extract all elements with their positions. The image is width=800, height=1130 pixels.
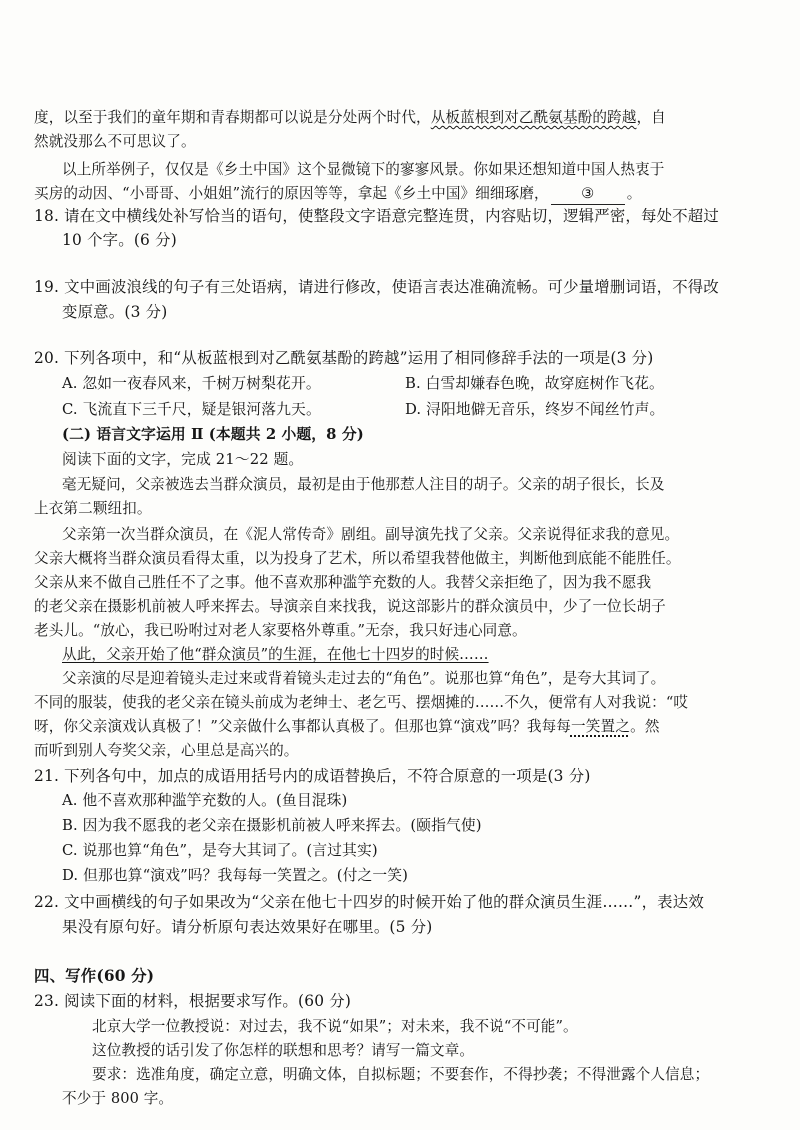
q21-option-a: A. 他不喜欢那种滥竽充数的人。(鱼目混珠) [62, 792, 348, 809]
writing-requirements: 要求：选准角度，确定立意，明确文体，自拟标题；不要套作，不得抄袭；不得泄露个人信息； [92, 1066, 710, 1083]
q20-option-d: D. 浔阳地僻无音乐，终岁不闻丝竹声。 [405, 401, 665, 418]
dotted-idiom: 一笑置之 [570, 718, 631, 735]
question-20: 20. 下列各项中，和“从板蓝根到对乙酰氨基酚的跨越”运用了相同修辞手法的一项是(3 分) [34, 349, 654, 367]
story-line: 而听到别人夸奖父亲，心里总是高兴的。 [34, 742, 299, 759]
fill-blank-3: ③ [551, 184, 625, 205]
passage-line [34, 108, 666, 128]
question-21: 21. 下列各句中，加点的成语用括号内的成语替换后，不符合原意的一项是(3 分) [34, 767, 591, 785]
story-text: 呀，你父亲演戏认真极了！”父亲做什么事都认真极了。但那也算“演戏”吗？我每每 [34, 718, 571, 735]
story-line: 父亲第一次当群众演员，在《泥人常传奇》剧组。副导演先找了父亲。父亲说得征求我的意见。 [62, 526, 680, 543]
wavy-underlined-sentence: 从板蓝根到对乙酰氨基酚的跨越 [430, 109, 637, 126]
q21-option-b: B. 因为我不愿我的老父亲在摄影机前被人呼来挥去。(颐指气使) [62, 817, 482, 834]
underlined-sentence: 从此，父亲开始了他“群众演员”的生涯，在他七十四岁的时候…… [62, 646, 489, 663]
passage-text: 度，以至于我们的童年期和青春期都可以说是分处两个时代， [34, 109, 431, 126]
story-line: 不同的服装，使我的老父亲在镜头前成为老绅士、老乞丐、摆烟摊的……不久，便常有人对我说：“哎 [34, 694, 689, 711]
story-text: 。然 [630, 718, 660, 735]
story-line [34, 717, 660, 737]
q20-option-c: C. 飞流直下三千尺，疑是银河落九天。 [62, 401, 321, 418]
passage-line [34, 184, 641, 205]
question-23: 23. 阅读下面的材料，根据要求写作。(60 分) [34, 992, 352, 1010]
passage-line: 以上所举例子，仅仅是《乡土中国》这个显微镜下的寥寥风景。你如果还想知道中国人热衷于 [62, 161, 665, 178]
q21-option-d: D. 但那也算“演戏”吗？我每每一笑置之。(付之一笑) [62, 867, 409, 884]
story-line: 上衣第二颗纽扣。 [34, 500, 152, 517]
passage-text: 买房的动因、“小哥哥、小姐姐”流行的原因等等，拿起《乡土中国》细细琢磨， [34, 185, 549, 202]
passage-line: 然就没那么不可思议了。 [34, 133, 196, 150]
writing-heading: 四、写作(60 分) [34, 967, 155, 985]
q20-option-b: B. 白雪却嫌春色晚，故穿庭树作飞花。 [405, 375, 664, 392]
story-line: 父亲从来不做自己胜任不了之事。他不喜欢那种滥竽充数的人。我替父亲拒绝了，因为我不愿我 [34, 574, 652, 591]
passage-text: 。 [626, 185, 642, 202]
story-line: 父亲演的尽是迎着镜头走过来或背着镜头走过去的“角色”。说那也算“角色”，是夸大其词了。 [62, 670, 666, 687]
question-18-cont: 10 个字。(6 分) [62, 231, 177, 249]
question-19-cont: 变原意。(3 分) [62, 303, 168, 321]
section-instruction: 阅读下面的文字，完成 21～22 题。 [62, 451, 304, 468]
question-22: 22. 文中画横线的句子如果改为“父亲在他七十四岁的时候开始了他的群众演员生涯……”，表达效 [34, 893, 704, 911]
q20-option-a: A. 忽如一夜春风来，千树万树梨花开。 [62, 375, 321, 392]
question-19: 19. 文中画波浪线的句子有三处语病，请进行修改，使语言表达准确流畅。可少量增删词语，不得改 [34, 278, 719, 296]
passage-text: ，自 [636, 109, 666, 126]
story-line: 老头儿。“放心，我已吩咐过对老人家要格外尊重。”无奈，我只好违心同意。 [34, 622, 527, 639]
writing-material: 北京大学一位教授说：对过去，我不说“如果”；对未来，我不说“不可能”。 [92, 1018, 578, 1035]
question-22-cont: 果没有原句好。请分析原句表达效果好在哪里。(5 分) [62, 918, 433, 936]
question-18: 18. 请在文中横线处补写恰当的语句，使整段文字语意完整连贯，内容贴切，逻辑严密，每处不超过 [34, 207, 719, 225]
section-heading: (二) 语言文字运用 Ⅱ (本题共 2 小题，8 分) [62, 426, 364, 443]
writing-prompt: 这位教授的话引发了你怎样的联想和思考？请写一篇文章。 [92, 1042, 475, 1059]
writing-requirements-cont: 不少于 800 字。 [62, 1090, 174, 1107]
story-line: 父亲大概将当群众演员看得太重，以为投身了艺术，所以希望我替他做主，判断他到底能不能胜任。 [34, 550, 681, 567]
story-line: 的老父亲在摄影机前被人呼来挥去。导演亲自来找我，说这部影片的群众演员中，少了一位长胡子 [34, 598, 666, 615]
q21-option-c: C. 说那也算“角色”，是夸大其词了。(言过其实) [62, 842, 378, 859]
story-line: 毫无疑问，父亲被选去当群众演员，最初是由于他那惹人注目的胡子。父亲的胡子很长，长及 [62, 476, 665, 493]
